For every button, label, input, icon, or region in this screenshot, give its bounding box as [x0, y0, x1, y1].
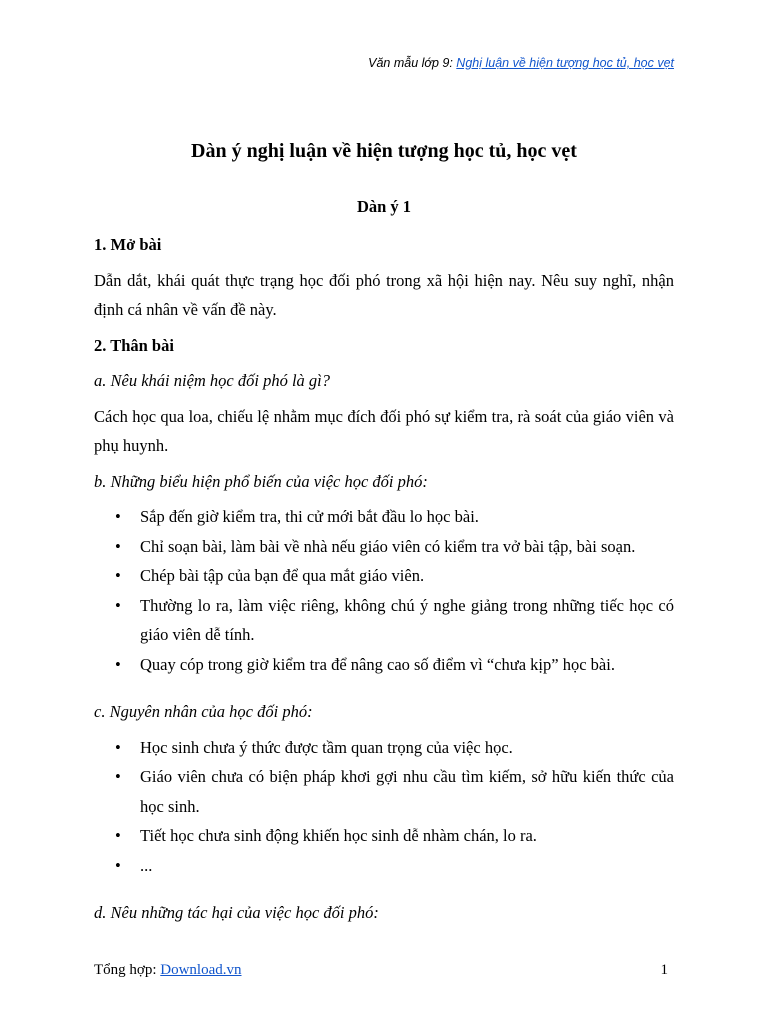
page-header	[368, 56, 674, 70]
header-prefix: Văn mẫu lớp 9:	[368, 56, 457, 70]
heading-than-bai: 2. Thân bài	[94, 335, 174, 355]
bullet-list-b	[94, 502, 674, 679]
page-footer	[94, 962, 674, 979]
subheading-b: b. Những biểu hiện phổ biến của việc học đối phó:	[94, 471, 428, 491]
page-number: 1	[660, 962, 668, 978]
list-item: • Chép bài tập của bạn để qua mắt giáo viên.	[140, 561, 674, 591]
footer-prefix: Tổng hợp:	[94, 962, 161, 978]
subheading-c: c. Nguyên nhân của học đối phó:	[94, 702, 313, 721]
list-item: • Sắp đến giờ kiểm tra, thi cử mới bắt đầu lo học bài.	[140, 502, 674, 532]
document-title: Dàn ý nghị luận về hiện tượng học tủ, học vẹt	[191, 140, 577, 162]
heading-mo-bai: 1. Mở bài	[94, 235, 162, 254]
list-item: • Giáo viên chưa có biện pháp khơi gợi nhu cầu tìm kiếm, sở hữu kiến thức của học sinh.	[140, 762, 674, 821]
document-subtitle: Dàn ý 1	[356, 197, 412, 216]
list-item: • Chỉ soạn bài, làm bài về nhà nếu giáo viên có kiểm tra vở bài tập, bài soạn.	[140, 532, 674, 562]
list-item: • Thường lo ra, làm việc riêng, không chú ý nghe giảng trong những tiếc học có giáo viên dễ tính.	[140, 591, 674, 650]
subheading-a: a. Nêu khái niệm học đối phó là gì?	[94, 371, 331, 390]
list-item: • Quay cóp trong giờ kiểm tra để nâng cao số điểm vì “chưa kịp” học bài.	[140, 650, 674, 680]
paragraph-a: Cách học qua loa, chiếu lệ nhằm mục đích đối phó sự kiểm tra, rà soát của giáo viên và phụ huynh.	[94, 406, 674, 455]
document-body	[94, 230, 674, 934]
list-item: • Tiết học chưa sinh động khiến học sinh dễ nhàm chán, lo ra.	[140, 821, 674, 851]
paragraph-mo-bai: Dẫn dắt, khái quát thực trạng học đối phó trong xã hội hiện nay. Nêu suy nghĩ, nhận định cá nhân về vấn đề này.	[94, 270, 674, 319]
list-item: • ...	[140, 851, 674, 881]
bullet-list-c	[94, 733, 674, 881]
subheading-d: d. Nêu những tác hại của việc học đối phó:	[94, 903, 379, 922]
list-item: • Học sinh chưa ý thức được tầm quan trọng của việc học.	[140, 733, 674, 763]
header-link[interactable]: Nghị luận về hiện tượng học tủ, học vẹt	[456, 56, 674, 70]
footer-link[interactable]: Download.vn	[160, 962, 242, 978]
